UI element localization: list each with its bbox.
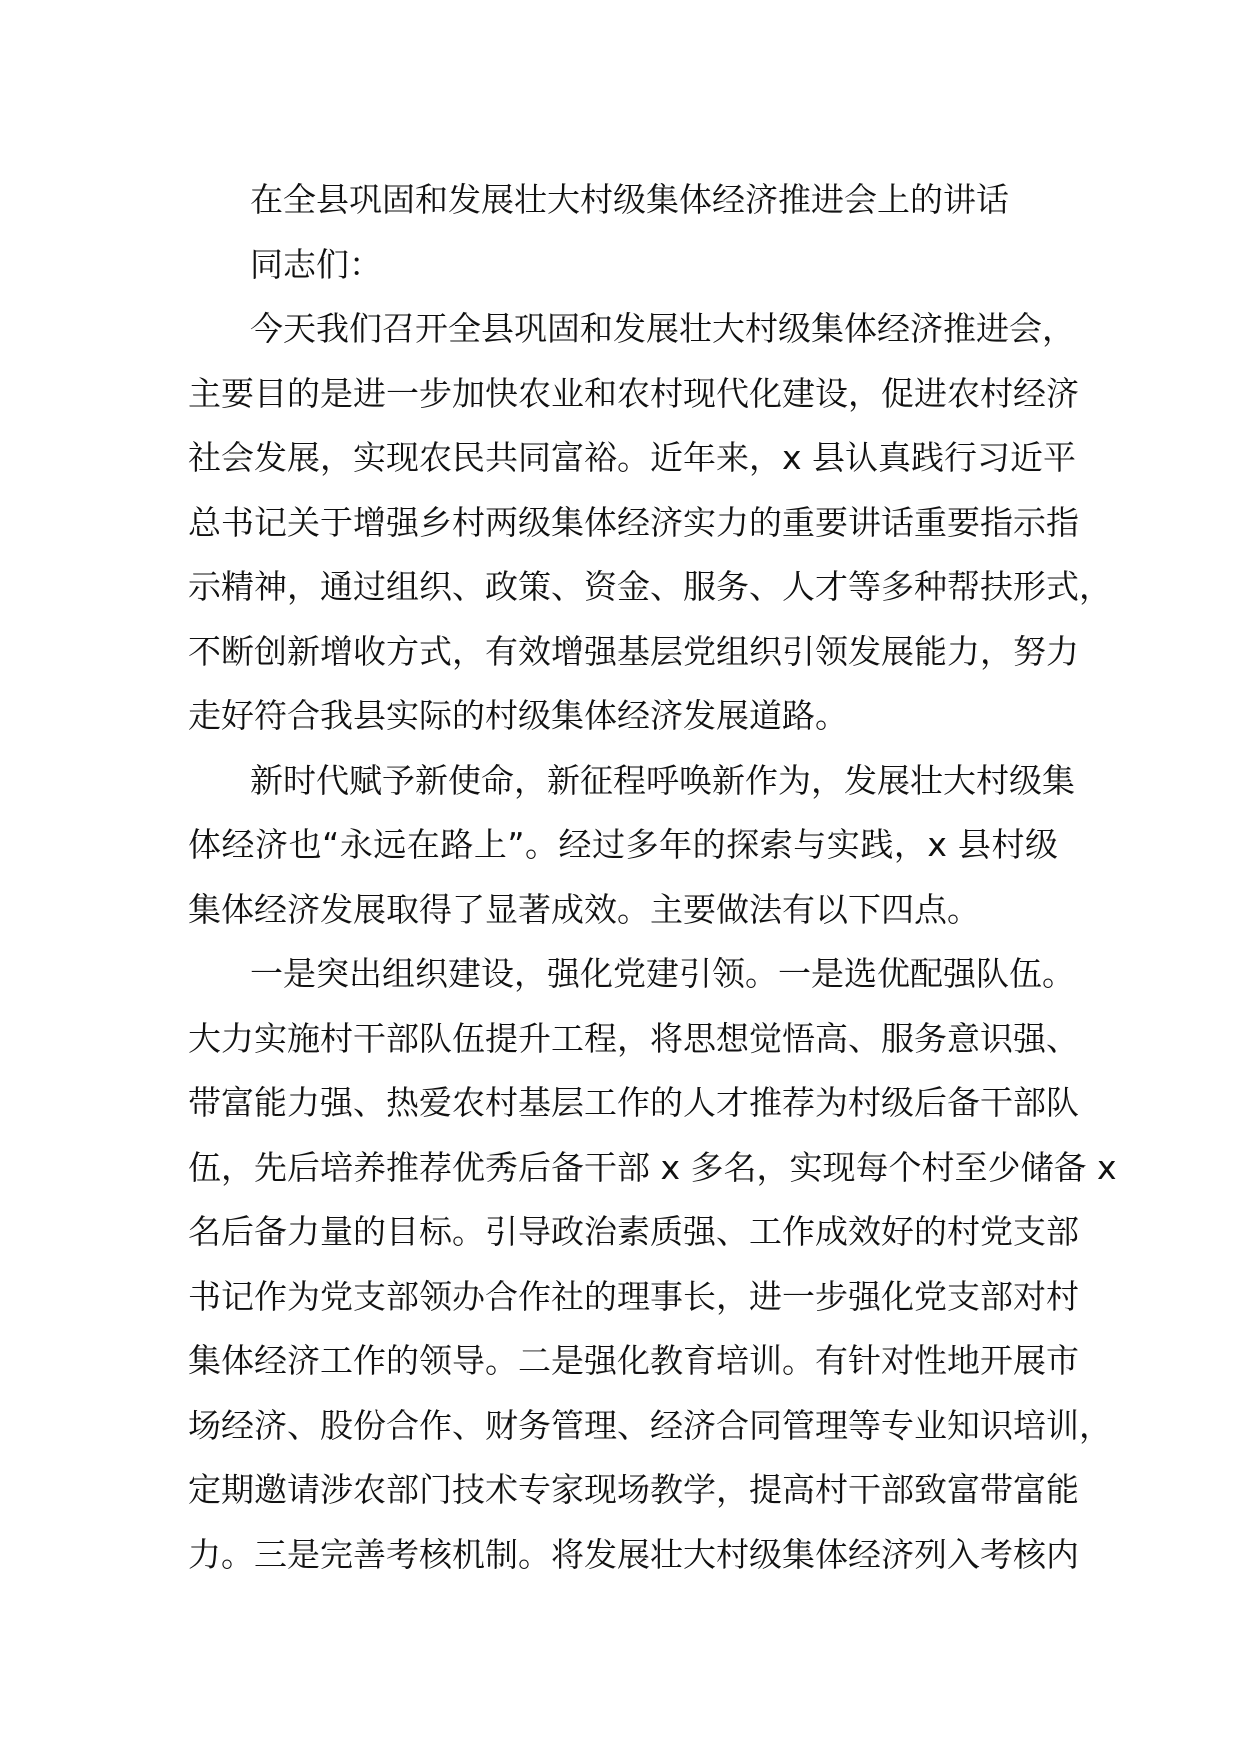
paragraph-line: 主要目的是进一步加快农业和农村现代化建设，促进农村经济 bbox=[188, 373, 1079, 413]
document-title: 在全县巩固和发展壮大村级集体经济推进会上的讲话 bbox=[250, 180, 1009, 219]
paragraph-line: 总书记关于增强乡村两级集体经济实力的重要讲话重要指示指 bbox=[188, 502, 1079, 542]
paragraph-line: 名后备力量的目标。引导政治素质强、工作成效好的村党支部 bbox=[188, 1212, 1079, 1251]
paragraph-2 bbox=[188, 749, 1075, 943]
paragraph-line: 示精神，通过组织、政策、资金、服务、人才等多种帮扶形式， bbox=[188, 567, 1112, 606]
paragraph-line: 书记作为党支部领办合作社的理事长，进一步强化党支部对村 bbox=[188, 1276, 1079, 1316]
paragraph-3 bbox=[188, 942, 1117, 1587]
salutation: 同志们： bbox=[250, 244, 382, 284]
paragraph-line: 带富能力强、热爱农村基层工作的人才推荐为村级后备干部队 bbox=[188, 1083, 1079, 1122]
paragraph-line: 定期邀请涉农部门技术专家现场教学，提高村干部致富带富能 bbox=[188, 1470, 1079, 1509]
document-body bbox=[188, 168, 1117, 1587]
paragraph-1 bbox=[188, 297, 1112, 749]
paragraph-line: 不断创新增收方式，有效增强基层党组织引领发展能力，努力 bbox=[188, 631, 1079, 671]
paragraph-line: 场经济、股份合作、财务管理、经济合同管理等专业知识培训， bbox=[188, 1405, 1112, 1445]
paragraph-line: 走好符合我县实际的村级集体经济发展道路。 bbox=[188, 696, 848, 735]
paragraph-line: 一是突出组织建设，强化党建引领。一是选优配强队伍。 bbox=[250, 954, 1075, 993]
paragraph-line: 伍，先后培养推荐优秀后备干部 x 多名，实现每个村至少储备 x bbox=[188, 1147, 1117, 1187]
paragraph-line: 集体经济发展取得了显著成效。主要做法有以下四点。 bbox=[188, 889, 980, 929]
paragraph-line: 社会发展，实现农民共同富裕。近年来，x 县认真践行习近平 bbox=[188, 438, 1077, 477]
paragraph-line: 新时代赋予新使命，新征程呼唤新作为，发展壮大村级集 bbox=[250, 760, 1075, 800]
paragraph-line: 体经济也“永远在路上”。经过多年的探索与实践，x 县村级 bbox=[188, 825, 1058, 864]
paragraph-line: 力。三是完善考核机制。将发展壮大村级集体经济列入考核内 bbox=[188, 1534, 1079, 1574]
paragraph-line: 大力实施村干部队伍提升工程，将思想觉悟高、服务意识强、 bbox=[188, 1018, 1079, 1058]
paragraph-line: 集体经济工作的领导。二是强化教育培训。有针对性地开展市 bbox=[188, 1341, 1079, 1380]
paragraph-line: 今天我们召开全县巩固和发展壮大村级集体经济推进会， bbox=[250, 309, 1075, 348]
